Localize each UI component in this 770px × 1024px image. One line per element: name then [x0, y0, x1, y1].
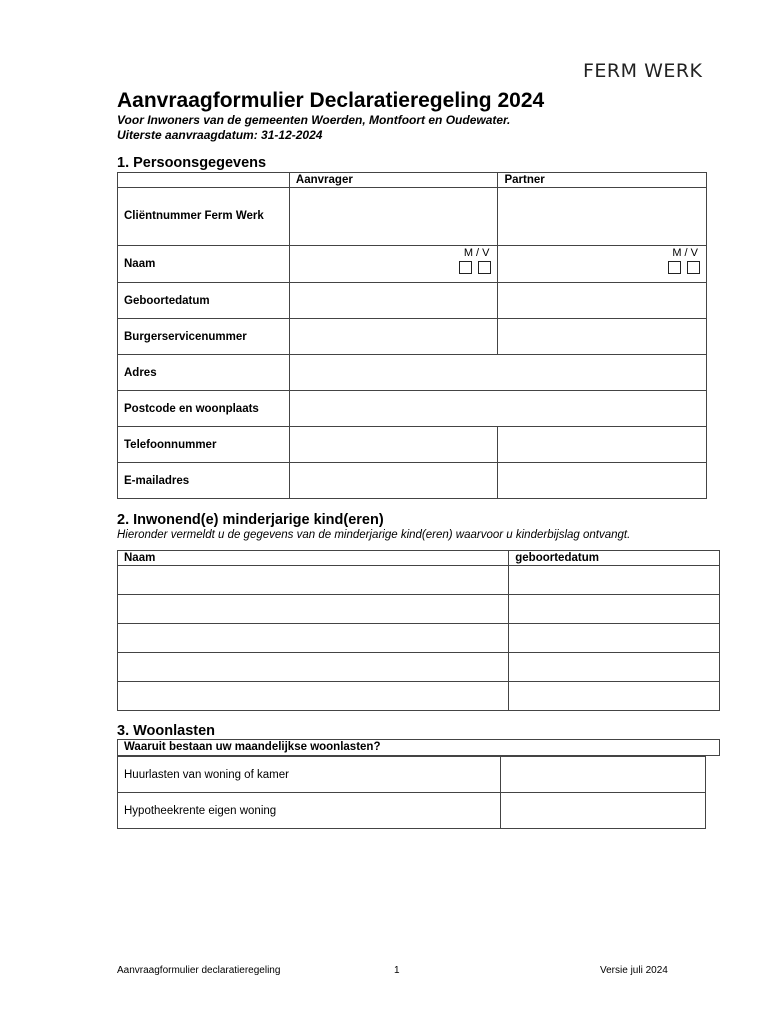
children-table [117, 550, 720, 711]
ferm-werk-logo: FERM WERK [583, 60, 703, 82]
label-postcode: Postcode en woonplaats [118, 391, 290, 427]
personal-data-table [117, 172, 707, 499]
gender-label-applicant: M / V [463, 247, 490, 259]
input-child-name[interactable] [118, 595, 509, 624]
input-child-dob[interactable] [509, 682, 720, 711]
checkbox-female-applicant[interactable] [478, 261, 491, 274]
input-child-dob[interactable] [509, 653, 720, 682]
input-dob-partner[interactable] [498, 283, 707, 319]
input-child-dob[interactable] [509, 566, 720, 595]
gender-label-partner: M / V [672, 247, 698, 259]
label-rent: Huurlasten van woning of kamer [118, 757, 501, 793]
input-phone-applicant[interactable] [289, 427, 498, 463]
input-email-applicant[interactable] [289, 463, 498, 499]
input-client-number-partner[interactable] [498, 188, 707, 246]
section-title-housing: 3. Woonlasten [117, 723, 216, 739]
input-phone-partner[interactable] [498, 427, 707, 463]
form-subtitle-municipalities: Voor Inwoners van de gemeenten Woerden, Montfoort en Oudewater. [117, 113, 511, 127]
input-client-number-applicant[interactable] [289, 188, 498, 246]
input-name-partner[interactable] [498, 246, 707, 283]
header-applicant: Aanvrager [289, 173, 498, 188]
footer-doc-name: Aanvraagformulier declaratieregeling [117, 965, 281, 976]
input-child-dob[interactable] [509, 595, 720, 624]
label-address: Adres [118, 355, 290, 391]
form-title: Aanvraagformulier Declaratieregeling 2024 [117, 89, 545, 112]
footer-version: Versie juli 2024 [600, 965, 668, 976]
input-mortgage[interactable] [501, 793, 706, 829]
input-child-name[interactable] [118, 682, 509, 711]
label-mortgage: Hypotheekrente eigen woning [118, 793, 501, 829]
checkbox-male-applicant[interactable] [459, 261, 472, 274]
input-bsn-partner[interactable] [498, 319, 707, 355]
section-title-children: 2. Inwonend(e) minderjarige kind(eren) [117, 512, 384, 528]
header-child-dob: geboortedatum [509, 551, 720, 566]
checkbox-male-partner[interactable] [668, 261, 681, 274]
header-partner: Partner [498, 173, 707, 188]
input-child-dob[interactable] [509, 624, 720, 653]
input-name-applicant[interactable] [289, 246, 498, 283]
input-bsn-applicant[interactable] [289, 319, 498, 355]
housing-question: Waaruit bestaan uw maandelijkse woonlasten? [117, 739, 720, 756]
checkbox-female-partner[interactable] [687, 261, 700, 274]
input-postcode[interactable] [289, 391, 706, 427]
input-child-name[interactable] [118, 624, 509, 653]
label-client-number: Cliëntnummer Ferm Werk [118, 188, 290, 246]
label-phone: Telefoonnummer [118, 427, 290, 463]
input-rent[interactable] [501, 757, 706, 793]
housing-table [117, 756, 706, 829]
section-title-personal: 1. Persoonsgegevens [117, 155, 267, 171]
label-name: Naam [118, 246, 290, 283]
label-dob: Geboortedatum [118, 283, 290, 319]
footer-page-number: 1 [394, 965, 400, 976]
label-bsn: Burgerservicenummer [118, 319, 290, 355]
header-empty [118, 173, 290, 188]
input-email-partner[interactable] [498, 463, 707, 499]
input-child-name[interactable] [118, 566, 509, 595]
input-address[interactable] [289, 355, 706, 391]
input-child-name[interactable] [118, 653, 509, 682]
input-dob-applicant[interactable] [289, 283, 498, 319]
header-child-name: Naam [118, 551, 509, 566]
label-email: E-mailadres [118, 463, 290, 499]
form-subtitle-deadline: Uiterste aanvraagdatum: 31-12-2024 [117, 128, 323, 142]
section-desc-children: Hieronder vermeldt u de gegevens van de minderjarige kind(eren) waarvoor u kinderbijslag ontvangt. [117, 529, 631, 541]
